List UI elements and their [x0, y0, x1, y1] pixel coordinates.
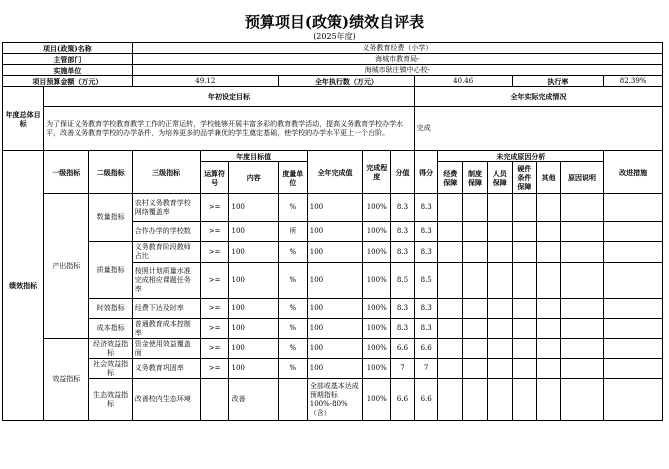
indicator-score: 8.3: [414, 299, 438, 319]
reason-other: [537, 222, 561, 242]
indicator-max: 8.3: [391, 194, 415, 222]
project-name-label: 项目(政策)名称: [3, 43, 133, 54]
indicator-degree: 100%: [363, 379, 391, 421]
reason-funds: [438, 339, 463, 359]
indicator-degree: 100%: [363, 222, 391, 242]
reason-staff: [487, 359, 512, 379]
reason-funds: [438, 194, 463, 222]
reason-staff: [487, 379, 512, 421]
measures-cell: [604, 359, 663, 379]
rate-label: 执行率: [512, 76, 604, 87]
budget-value: 49.12: [132, 76, 278, 87]
indicator-name: 农村义务教育学校网络覆盖率: [132, 194, 200, 222]
unit-value: 海城市耿庄镇中心校-: [132, 65, 662, 76]
reason-desc: [560, 194, 603, 222]
reason-system: [463, 379, 488, 421]
reason-staff: [487, 319, 512, 339]
indicator-name: 普通教育成本控制率: [132, 319, 200, 339]
indicator-unit: %: [278, 242, 307, 263]
indicator-content: 100: [229, 339, 278, 359]
indicator-unit: %: [278, 319, 307, 339]
exec-label: 全年执行数（万元）: [278, 76, 414, 87]
indicator-actual: 100: [307, 263, 363, 299]
indicator-name: 合作办学的学校数: [132, 222, 200, 242]
reason-system: [463, 319, 488, 339]
indicator-op: >=: [200, 339, 229, 359]
measures-cell: [604, 319, 663, 339]
indicator-degree: 100%: [363, 359, 391, 379]
reason-staff: [487, 263, 512, 299]
indicator-actual: 100: [307, 339, 363, 359]
reason-system: [463, 359, 488, 379]
dept-label: 主管部门: [3, 54, 133, 65]
indicator-max: 8.3: [391, 222, 415, 242]
sub-quantity: 数量指标: [89, 194, 132, 242]
hdr-content: 内容: [229, 162, 278, 194]
reason-hardware: [512, 299, 537, 319]
indicator-op: >=: [200, 263, 229, 299]
annual-goal-label: 年度总体目标: [3, 87, 44, 151]
reason-funds: [438, 359, 463, 379]
indicator-unit: %: [278, 263, 307, 299]
reason-funds: [438, 319, 463, 339]
indicator-unit: %: [278, 339, 307, 359]
hdr-r-other: 其他: [537, 162, 561, 194]
indicator-unit: %: [278, 359, 307, 379]
reason-other: [537, 242, 561, 263]
indicator-content: 100: [229, 194, 278, 222]
hdr-r-system: 制度保障: [463, 162, 488, 194]
hdr-op: 运算符号: [200, 162, 229, 194]
hdr-actual: 全年完成值: [307, 151, 363, 194]
hdr-score: 得分: [414, 151, 438, 194]
reason-system: [463, 194, 488, 222]
reason-other: [537, 339, 561, 359]
indicator-max: 8.3: [391, 242, 415, 263]
hdr-level3: 三级指标: [132, 151, 200, 194]
reason-desc: [560, 319, 603, 339]
reason-other: [537, 359, 561, 379]
measures-cell: [604, 339, 663, 359]
hdr-level2: 二级指标: [89, 151, 132, 194]
indicator-actual: 100: [307, 194, 363, 222]
hdr-r-hardware: 硬件条件保障: [512, 162, 537, 194]
initial-goal-text: 为了保证义务教育学校教育教学工作的正常运转，学校能够开展丰富多彩的教育教学活动，提高义务教育学校办学水平，改善义务教育学校的办学条件，为培养更多的品学兼优的学生奠定基础，使学校的办学水平更上一个台阶。: [44, 107, 415, 151]
indicator-unit: 所: [278, 222, 307, 242]
indicator-content: 100: [229, 319, 278, 339]
indicator-op: >=: [200, 319, 229, 339]
reason-staff: [487, 242, 512, 263]
reason-hardware: [512, 339, 537, 359]
indicator-score: 7: [414, 359, 438, 379]
indicator-max: 8.3: [391, 319, 415, 339]
hdr-degree: 完成程度: [363, 151, 391, 194]
unit-label: 实施单位: [3, 65, 133, 76]
indicator-name: 义务教育阶段教师占比: [132, 242, 200, 263]
indicator-op: >=: [200, 242, 229, 263]
indicator-degree: 100%: [363, 263, 391, 299]
measures-cell: [604, 222, 663, 242]
sub-ecological: 生态效益指标: [89, 379, 132, 421]
indicator-degree: 100%: [363, 319, 391, 339]
measures-cell: [604, 299, 663, 319]
indicator-name: 经费下达及时率: [132, 299, 200, 319]
exec-value: 40.46: [414, 76, 512, 87]
sub-timeliness: 时效指标: [89, 299, 132, 319]
hdr-target-group: 年度目标值: [200, 151, 307, 162]
indicator-content: 100: [229, 299, 278, 319]
indicator-score: 6.6: [414, 339, 438, 359]
indicator-name: 改善校内生态环境: [132, 379, 200, 421]
indicator-max: 6.6: [391, 379, 415, 421]
sub-quality: 质量指标: [89, 242, 132, 299]
reason-desc: [560, 299, 603, 319]
indicator-op: >=: [200, 359, 229, 379]
indicator-degree: 100%: [363, 194, 391, 222]
reason-funds: [438, 299, 463, 319]
reason-staff: [487, 222, 512, 242]
hdr-unit: 度量单位: [278, 162, 307, 194]
reason-system: [463, 242, 488, 263]
measures-cell: [604, 194, 663, 222]
hdr-r-desc: 原因说明: [560, 162, 603, 194]
reason-staff: [487, 194, 512, 222]
indicator-content: 100: [229, 222, 278, 242]
reason-other: [537, 379, 561, 421]
group-output: 产出指标: [44, 194, 89, 339]
hdr-level1: 一级指标: [44, 151, 89, 194]
reason-other: [537, 263, 561, 299]
indicator-name: 义务教育巩固率: [132, 359, 200, 379]
reason-desc: [560, 379, 603, 421]
measures-cell: [604, 242, 663, 263]
project-name-value: 义务教育经费（小学）: [132, 43, 662, 54]
reason-funds: [438, 263, 463, 299]
reason-other: [537, 194, 561, 222]
indicator-score: 8.3: [414, 242, 438, 263]
indicator-content: 100: [229, 359, 278, 379]
reason-other: [537, 299, 561, 319]
reason-staff: [487, 299, 512, 319]
sub-cost: 成本指标: [89, 319, 132, 339]
indicator-degree: 100%: [363, 299, 391, 319]
budget-label: 项目预算金额（万元）: [3, 76, 133, 87]
measures-cell: [604, 263, 663, 299]
indicator-actual: 全部或基本达成预期指标100%-80%（含）: [307, 379, 363, 421]
indicator-score: 6.6: [414, 379, 438, 421]
doc-title: 预算项目(政策)绩效自评表: [244, 13, 425, 31]
indicator-max: 8.5: [391, 263, 415, 299]
hdr-reasons-group: 未完成原因分析: [438, 151, 604, 162]
reason-system: [463, 339, 488, 359]
indicator-unit: %: [278, 299, 307, 319]
actual-goal-text: 完成: [414, 107, 662, 151]
sub-economic: 经济效益指标: [89, 339, 132, 359]
reason-funds: [438, 242, 463, 263]
indicator-content: 改善: [229, 379, 278, 421]
reason-desc: [560, 242, 603, 263]
measures-cell: [604, 379, 663, 421]
reason-desc: [560, 359, 603, 379]
indicator-unit: [278, 379, 307, 421]
indicator-actual: 100: [307, 319, 363, 339]
indicator-op: >=: [200, 222, 229, 242]
indicator-actual: 100: [307, 242, 363, 263]
indicator-op: [200, 379, 229, 421]
initial-goal-header: 年初设定目标: [44, 87, 415, 107]
sub-social: 社会效益指标: [89, 359, 132, 379]
perf-label: 绩效指标: [3, 151, 44, 421]
indicator-actual: 100: [307, 359, 363, 379]
indicator-op: >=: [200, 299, 229, 319]
indicator-max: 7: [391, 359, 415, 379]
reason-other: [537, 319, 561, 339]
doc-year: (2025年度): [313, 32, 356, 41]
indicator-max: 8.3: [391, 299, 415, 319]
indicator-degree: 100%: [363, 339, 391, 359]
indicator-content: 100: [229, 263, 278, 299]
indicator-degree: 100%: [363, 242, 391, 263]
indicator-actual: 100: [307, 299, 363, 319]
reason-hardware: [512, 319, 537, 339]
actual-goal-header: 全年实际完成情况: [414, 87, 662, 107]
hdr-score-max: 分值: [391, 151, 415, 194]
indicator-score: 8.3: [414, 319, 438, 339]
indicator-score: 8.3: [414, 222, 438, 242]
hdr-r-staff: 人员保障: [487, 162, 512, 194]
reason-system: [463, 263, 488, 299]
dept-value: 海城市教育局-: [132, 54, 662, 65]
indicator-unit: %: [278, 194, 307, 222]
hdr-r-funds: 经费保障: [438, 162, 463, 194]
reason-staff: [487, 339, 512, 359]
evaluation-page: [2, 1, 667, 467]
hdr-measures: 改进措施: [604, 151, 663, 194]
reason-hardware: [512, 222, 537, 242]
indicator-content: 100: [229, 242, 278, 263]
indicator-max: 6.6: [391, 339, 415, 359]
rate-value: 82.39%: [604, 76, 663, 87]
indicator-score: 8.3: [414, 194, 438, 222]
indicator-actual: 100: [307, 222, 363, 242]
evaluation-table: [2, 42, 663, 421]
indicator-score: 8.5: [414, 263, 438, 299]
reason-desc: [560, 339, 603, 359]
reason-funds: [438, 222, 463, 242]
reason-hardware: [512, 263, 537, 299]
indicator-name: 资金使用效益覆盖面: [132, 339, 200, 359]
group-benefit: 效益指标: [44, 339, 89, 421]
reason-hardware: [512, 359, 537, 379]
reason-desc: [560, 222, 603, 242]
reason-desc: [560, 263, 603, 299]
reason-system: [463, 299, 488, 319]
reason-hardware: [512, 242, 537, 263]
reason-hardware: [512, 194, 537, 222]
reason-hardware: [512, 379, 537, 421]
indicator-op: >=: [200, 194, 229, 222]
reason-system: [463, 222, 488, 242]
reason-funds: [438, 379, 463, 421]
indicator-name: 按照计划质量水准完成相应课题任务率: [132, 263, 200, 299]
